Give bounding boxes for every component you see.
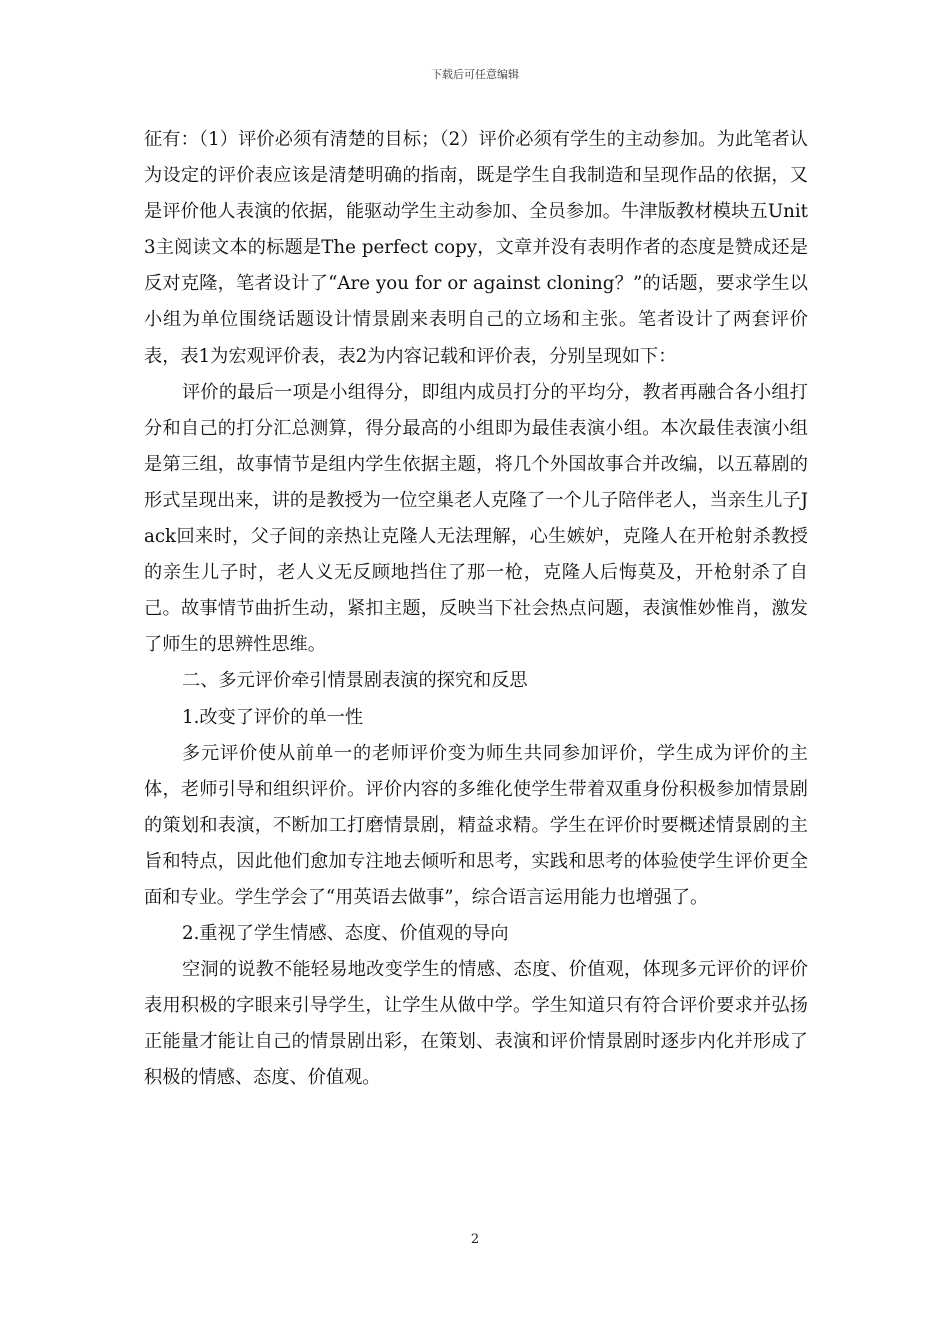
paragraph-values-guidance: 空洞的说教不能轻易地改变学生的情感、态度、价值观，体现多元评价的评价表用积极的字眼来引导学生，让学生从做中学。学生知道只有符合评价要求并弘扬正能量才能让自己的情景剧出彩，在策划、表演和评价情景剧时逐步内化并形成了积极的情感、态度、价值观。 bbox=[144, 959, 808, 1089]
subheading-1: 1.改变了评价的单一性 bbox=[182, 706, 364, 728]
subheading-2: 2.重视了学生情感、态度、价值观的导向 bbox=[182, 923, 509, 945]
paragraph-group-score: 评价的最后一项是小组得分，即组内成员打分的平均分，教者再融合各小组打分和自己的打分汇总测算，得分最高的小组即为最佳表演小组。本次最佳表演小组是第三组，故事情节是组内学生依据主题，将几个外国故事合并改编，以五幕剧的形式呈现出来，讲的是教授为一位空巢老人克隆了一个儿子陪伴老人，当亲生儿子Jack回来时，父子间的亲热让克隆人无法理解，心生嫉妒，克隆人在开枪射杀教授的亲生儿子时，老人义无反顾地挡住了那一枪，克隆人后悔莫及，开枪射杀了自己。故事情节曲折生动，紧扣主题，反映当下社会热点问题，表演惟妙惟肖，激发了师生的思辨性思维。 bbox=[144, 381, 808, 656]
page-number: 2 bbox=[470, 1232, 480, 1247]
document-body bbox=[144, 122, 808, 1097]
paragraph-evaluation-features: 征有：（1）评价必须有清楚的目标；（2）评价必须有学生的主动参加。为此笔者认为设定的评价表应该是清楚明确的指南，既是学生自我制造和呈现作品的依据，又是评价他人表演的依据，能驱动学生主动参加、全员参加。牛津版教材模块五Unit 3主阅读文本的标题是The perfect copy，文章并没有表明作者的态度是赞成还是反对克隆，笔者设计了“Are you for or against cloning？”的话题，要求学生以小组为单位围绕话题设计情景剧来表明自己的立场和主张。笔者设计了两套评价表，表1为宏观评价表，表2为内容记载和评价表，分别呈现如下： bbox=[144, 129, 808, 367]
section-heading: 二、多元评价牵引情景剧表演的探究和反思 bbox=[182, 670, 528, 692]
page-header: 下载后可任意编辑 bbox=[431, 68, 519, 81]
paragraph-multi-evaluation: 多元评价使从前单一的老师评价变为师生共同参加评价，学生成为评价的主体，老师引导和组织评价。评价内容的多维化使学生带着双重身份积极参加情景剧的策划和表演，不断加工打磨情景剧，精益求精。学生在评价时要概述情景剧的主旨和特点，因此他们愈加专注地去倾听和思考，实践和思考的体验使学生评价更全面和专业。学生学会了“用英语去做事”，综合语言运用能力也增强了。 bbox=[144, 742, 808, 908]
